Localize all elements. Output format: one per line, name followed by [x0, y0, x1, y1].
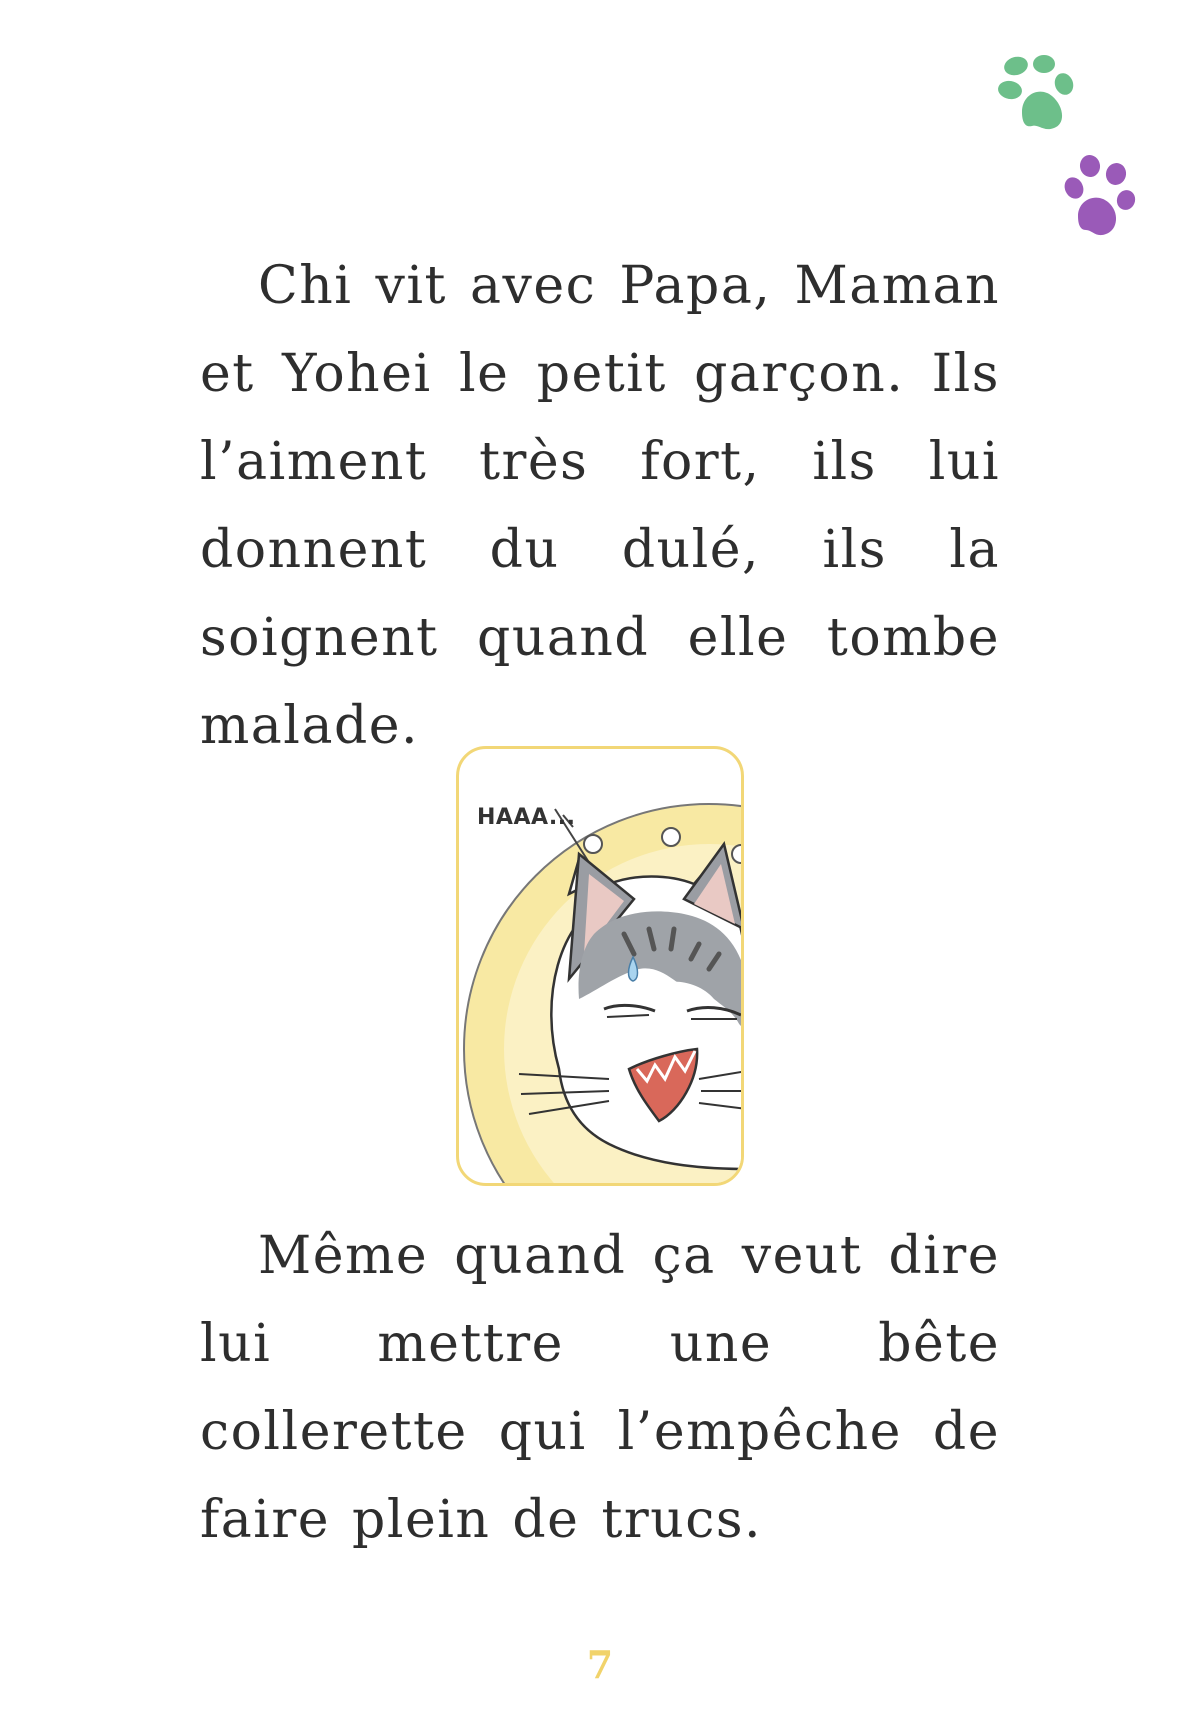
sound-effect-text: HAAA...	[477, 805, 576, 830]
illustration-panel	[456, 746, 744, 1186]
purple-paw-print-icon	[1062, 154, 1136, 238]
paragraph-2-text: Même quand ça veut dire lui mettre une bête collerette qui l’empêche de faire plein de trucs.	[200, 1226, 1000, 1550]
paragraph-1	[200, 242, 1000, 770]
page-number: 7	[586, 1642, 614, 1687]
paragraph-2	[200, 1212, 1000, 1564]
paragraph-1-text: Chi vit avec Papa, Maman et Yohei le petit garçon. Ils l’aiment très fort, ils lui donnent du dulé, ils la soignent quand elle tombe malade.	[200, 256, 1000, 756]
green-paw-print-icon	[996, 54, 1088, 134]
